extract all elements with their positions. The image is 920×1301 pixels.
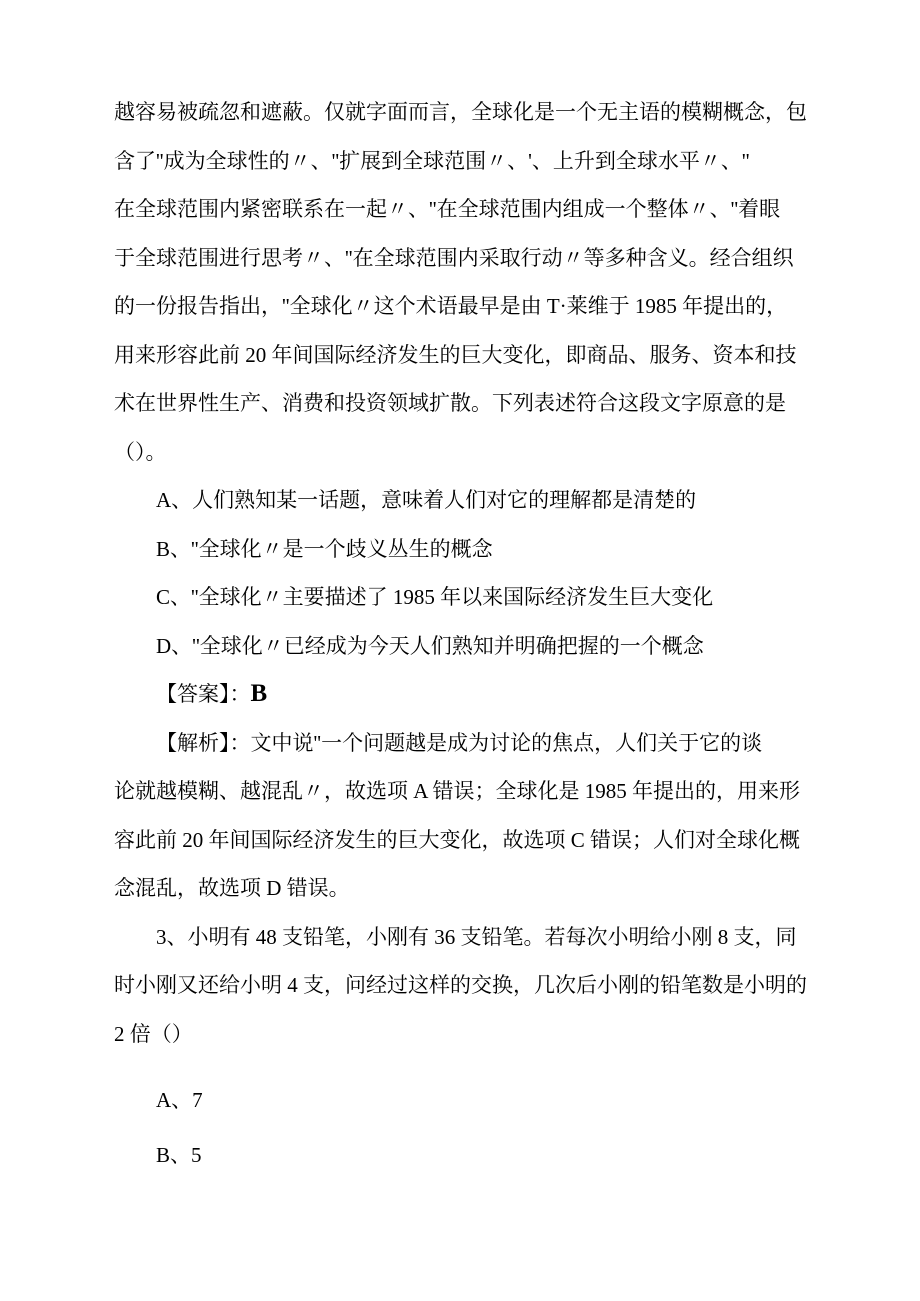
passage-line: 于全球范围进行思考〃、''在全球范围内采取行动〃等多种含义。经合组织 <box>114 245 794 270</box>
answer-value: B <box>250 680 268 707</box>
analysis-line: 论就越模糊、越混乱〃，故选项 A 错误；全球化是 1985 年提出的，用来形 <box>114 779 801 803</box>
analysis-line: 念混乱，故选项 D 错误。 <box>114 876 350 900</box>
analysis-line: 【解析】：文中说''一个问题越是成为讨论的焦点，人们关于它的谈 <box>156 730 763 755</box>
answer-line <box>114 670 824 719</box>
passage-line: 用来形容此前 20 年间国际经济发生的巨大变化，即商品、服务、资本和技 <box>114 342 797 367</box>
passage-line: 术在世界性生产、消费和投资领域扩散。下列表述符合这段文字原意的是 <box>114 391 786 415</box>
option-line: B、''全球化〃是一个歧义丛生的概念 <box>156 536 493 561</box>
option-line: A、人们熟知某一话题，意味着人们对它的理解都是清楚的 <box>156 488 697 512</box>
passage-line: 含了''成为全球性的〃、''扩展到全球范围〃、'、上升到全球水平〃、'' <box>114 148 750 173</box>
analysis-line: 容此前 20 年间国际经济发生的巨大变化，故选项 C 错误；人们对全球化概 <box>114 827 801 852</box>
passage-line: 在全球范围内紧密联系在一起〃、''在全球范围内组成一个整体〃、''着眼 <box>114 197 781 221</box>
option-line: D、''全球化〃已经成为今天人们熟知并明确把握的一个概念 <box>156 633 704 658</box>
passage-line: （）。 <box>114 439 167 464</box>
option-line: C、''全球化〃主要描述了 1985 年以来国际经济发生巨大变化 <box>156 585 714 609</box>
question-line: 3、小明有 48 支铅笔，小刚有 36 支铅笔。若每次小明给小刚 8 支，同 <box>156 924 797 949</box>
passage-line: 越容易被疏忽和遮蔽。仅就字面而言，全球化是一个无主语的模糊概念，包 <box>114 100 807 124</box>
question-line: 2 倍（） <box>114 1021 193 1046</box>
answer-label: 【答案】： <box>156 682 251 706</box>
document-body <box>114 88 824 1179</box>
question-line: 时小刚又还给小明 4 支，问经过这样的交换，几次后小刚的铅笔数是小明的 <box>114 973 807 997</box>
option-line: A、7 <box>156 1088 203 1112</box>
passage-line: 的一份报告指出，''全球化〃这个术语最早是由 T·莱维于 1985 年提出的， <box>114 294 788 318</box>
option-line: B、5 <box>156 1142 202 1167</box>
